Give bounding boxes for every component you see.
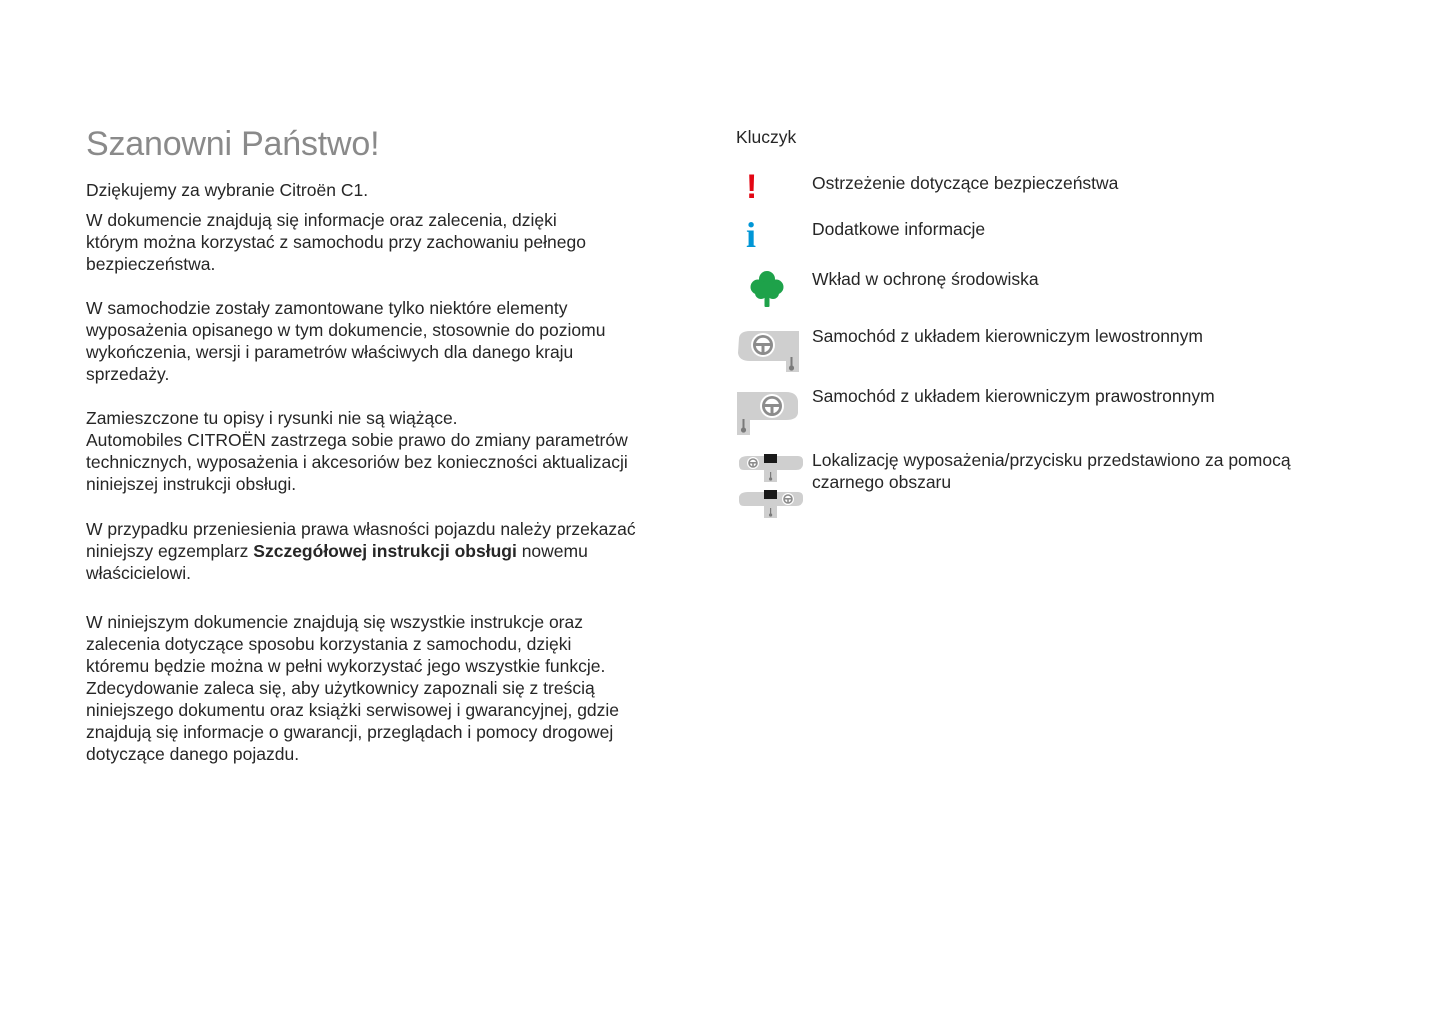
info-icon: i <box>746 215 757 255</box>
warning-icon: ! <box>746 168 758 206</box>
intro-section <box>86 124 686 765</box>
p4-text-before: W przypadku przeniesienia prawa własności pojazdu należy przekazać niniejszy egzemplarz <box>86 519 636 561</box>
page-title: Szanowni Państwo! <box>86 125 380 163</box>
legend-text-left-hand-drive: Samochód z układem kierowniczym lewostronnym <box>812 326 1203 346</box>
legend-title: Kluczyk <box>736 127 797 147</box>
intro-paragraph-4 <box>86 518 686 584</box>
environment-icon <box>750 270 784 308</box>
right-hand-drive-icon <box>736 389 800 439</box>
intro-paragraph-5: W niniejszym dokumencie znajdują się wszystkie instrukcje oraz zalecenia dotyczące sposobu korzystania z samochodu, dzięki któremu będzie można w pełni wykorzystać jego wszystkie funkcje. Zdecydowanie zaleca się, aby użytkownicy zapoznali się z treścią niniejszego dokumentu oraz książki serwisowej i gwarancyjnej, gdzie znajdują się informacje o gwarancji, przeglądach i pomocy drogowej dotyczące danego pojazdu. <box>86 612 620 764</box>
p4-text-after: nowemu właścicielowi. <box>86 541 588 583</box>
intro-paragraph-2: W samochodzie zostały zamontowane tylko niektóre elementy wyposażenia opisanego w tym dokumencie, stosownie do poziomu wykończenia, wersji i parametrów właściwych dla danego kraju sprzedaży. <box>86 298 606 384</box>
equipment-location-icon <box>736 451 806 521</box>
legend-text-warning: Ostrzeżenie dotyczące bezpieczeństwa <box>812 173 1119 193</box>
left-hand-drive-icon <box>736 328 800 376</box>
legend-text-environment: Wkład w ochronę środowiska <box>812 269 1039 289</box>
intro-paragraph-1: W dokumencie znajdują się informacje oraz zalecenia, dzięki którym można korzystać z samochodu przy zachowaniu pełnego bezpieczeństwa. <box>86 210 586 274</box>
legend-text-right-hand-drive: Samochód z układem kierowniczym prawostronnym <box>812 386 1215 406</box>
legend-text-equipment-location: Lokalizację wyposażenia/przycisku przedstawiono za pomocą czarnego obszaru <box>812 450 1291 492</box>
legend-text-info: Dodatkowe informacje <box>812 219 986 239</box>
thanks-text: Dziękujemy za wybranie Citroën C1. <box>86 180 369 200</box>
intro-paragraph-3: Zamieszczone tu opisy i rysunki nie są wiążące. Automobiles CITROËN zastrzega sobie prawo do zmiany parametrów technicznych, wyposażenia i akcesoriów bez konieczności aktualizacji niniejszej instrukcji obsługi. <box>86 408 628 494</box>
manual-title-bold: Szczegółowej instrukcji obsługi <box>253 541 517 561</box>
